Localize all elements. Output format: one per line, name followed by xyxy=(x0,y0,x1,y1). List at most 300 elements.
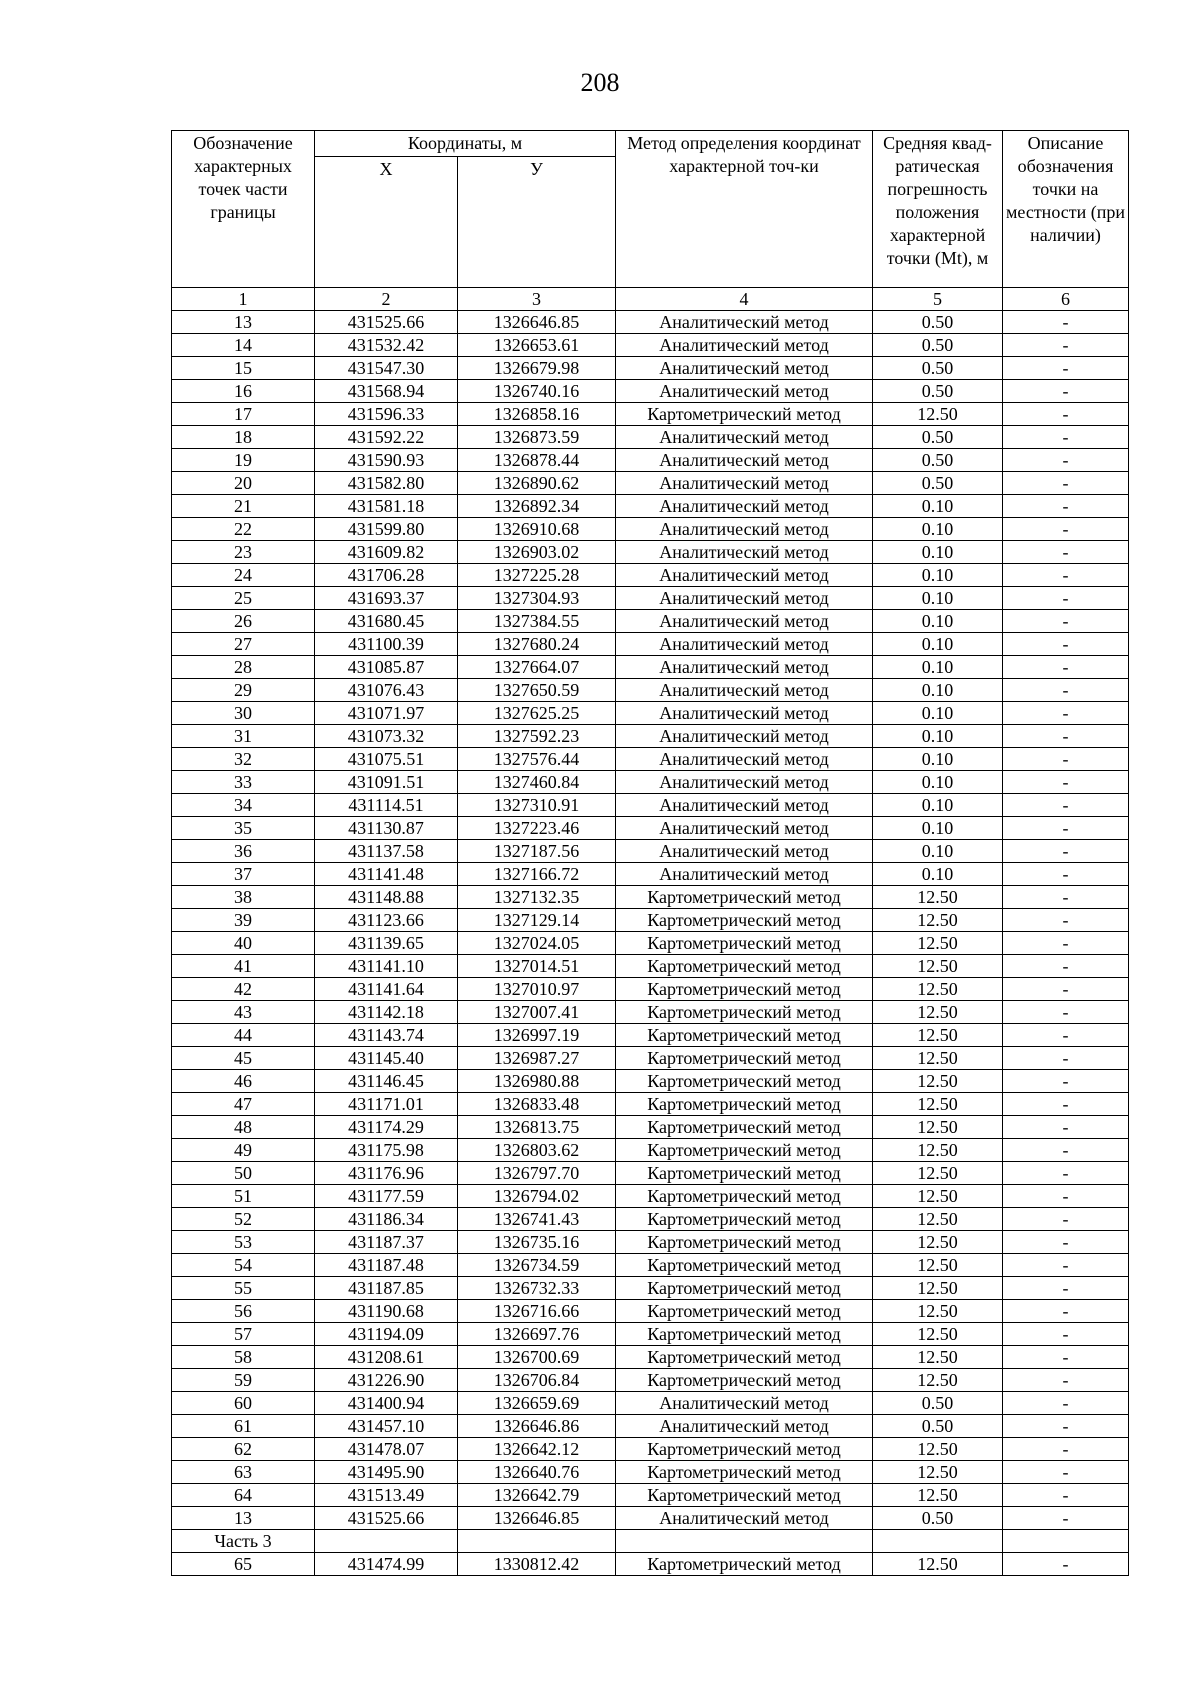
y-cell: 1326987.27 xyxy=(458,1047,616,1070)
method-cell: Аналитический метод xyxy=(616,702,873,725)
method-cell: Картометрический метод xyxy=(616,1162,873,1185)
point-cell: 45 xyxy=(172,1047,315,1070)
point-cell: 26 xyxy=(172,610,315,633)
y-cell: 1326873.59 xyxy=(458,426,616,449)
description-cell: - xyxy=(1003,1116,1129,1139)
description-cell: - xyxy=(1003,1438,1129,1461)
error-cell: 0.50 xyxy=(873,449,1003,472)
y-cell: 1326646.85 xyxy=(458,311,616,334)
y-cell: 1326740.16 xyxy=(458,380,616,403)
error-cell: 0.50 xyxy=(873,311,1003,334)
error-cell: 0.10 xyxy=(873,702,1003,725)
table-row xyxy=(172,771,1129,794)
error-cell: 0.10 xyxy=(873,794,1003,817)
y-cell: 1326997.19 xyxy=(458,1024,616,1047)
method-cell: Аналитический метод xyxy=(616,679,873,702)
point-cell: 20 xyxy=(172,472,315,495)
empty-cell xyxy=(1003,1530,1129,1553)
column-number-cell: 6 xyxy=(1003,288,1129,311)
point-cell: 37 xyxy=(172,863,315,886)
y-cell: 1326642.79 xyxy=(458,1484,616,1507)
method-cell: Картометрический метод xyxy=(616,1231,873,1254)
method-cell: Картометрический метод xyxy=(616,1323,873,1346)
error-cell: 12.50 xyxy=(873,886,1003,909)
point-cell: 56 xyxy=(172,1300,315,1323)
x-cell: 431525.66 xyxy=(315,311,458,334)
y-cell: 1326642.12 xyxy=(458,1438,616,1461)
description-cell: - xyxy=(1003,380,1129,403)
point-cell: 52 xyxy=(172,1208,315,1231)
section-row xyxy=(172,1530,1129,1553)
point-cell: 32 xyxy=(172,748,315,771)
error-cell: 12.50 xyxy=(873,1139,1003,1162)
method-cell: Аналитический метод xyxy=(616,380,873,403)
x-cell: 431194.09 xyxy=(315,1323,458,1346)
y-cell: 1326858.16 xyxy=(458,403,616,426)
method-cell: Картометрический метод xyxy=(616,1185,873,1208)
error-cell: 12.50 xyxy=(873,1001,1003,1024)
y-cell: 1327310.91 xyxy=(458,794,616,817)
column-number-cell: 4 xyxy=(616,288,873,311)
error-cell: 12.50 xyxy=(873,1231,1003,1254)
method-cell: Аналитический метод xyxy=(616,449,873,472)
table-row xyxy=(172,1323,1129,1346)
error-cell: 0.50 xyxy=(873,1392,1003,1415)
method-cell: Картометрический метод xyxy=(616,1553,873,1576)
y-cell: 1326741.43 xyxy=(458,1208,616,1231)
y-cell: 1330812.42 xyxy=(458,1553,616,1576)
table-row xyxy=(172,1300,1129,1323)
table-row xyxy=(172,633,1129,656)
column-number-cell: 1 xyxy=(172,288,315,311)
description-cell: - xyxy=(1003,472,1129,495)
table-row xyxy=(172,1461,1129,1484)
description-cell: - xyxy=(1003,1346,1129,1369)
table-row xyxy=(172,748,1129,771)
y-cell: 1326716.66 xyxy=(458,1300,616,1323)
page-number: 208 xyxy=(580,68,620,97)
error-cell: 0.50 xyxy=(873,472,1003,495)
method-cell: Аналитический метод xyxy=(616,518,873,541)
error-cell: 12.50 xyxy=(873,1346,1003,1369)
method-cell: Картометрический метод xyxy=(616,1461,873,1484)
x-cell: 431525.66 xyxy=(315,1507,458,1530)
method-cell: Аналитический метод xyxy=(616,357,873,380)
x-cell: 431680.45 xyxy=(315,610,458,633)
method-cell: Картометрический метод xyxy=(616,1300,873,1323)
table-row xyxy=(172,1392,1129,1415)
error-cell: 12.50 xyxy=(873,1116,1003,1139)
error-cell: 0.10 xyxy=(873,564,1003,587)
x-cell: 431146.45 xyxy=(315,1070,458,1093)
y-cell: 1326732.33 xyxy=(458,1277,616,1300)
description-cell: - xyxy=(1003,725,1129,748)
y-cell: 1327650.59 xyxy=(458,679,616,702)
description-cell: - xyxy=(1003,1208,1129,1231)
point-cell: 58 xyxy=(172,1346,315,1369)
method-cell: Аналитический метод xyxy=(616,1507,873,1530)
description-cell: - xyxy=(1003,1139,1129,1162)
description-cell: - xyxy=(1003,1553,1129,1576)
table-row xyxy=(172,1277,1129,1300)
x-cell: 431187.37 xyxy=(315,1231,458,1254)
description-cell: - xyxy=(1003,1070,1129,1093)
table-row xyxy=(172,725,1129,748)
description-cell: - xyxy=(1003,863,1129,886)
point-cell: 49 xyxy=(172,1139,315,1162)
error-cell: 12.50 xyxy=(873,1484,1003,1507)
y-cell: 1327625.25 xyxy=(458,702,616,725)
error-cell: 0.10 xyxy=(873,633,1003,656)
x-cell: 431706.28 xyxy=(315,564,458,587)
method-cell: Картометрический метод xyxy=(616,403,873,426)
point-cell: 60 xyxy=(172,1392,315,1415)
error-cell: 12.50 xyxy=(873,1300,1003,1323)
description-cell: - xyxy=(1003,840,1129,863)
table-row xyxy=(172,955,1129,978)
point-cell: 65 xyxy=(172,1553,315,1576)
x-cell: 431400.94 xyxy=(315,1392,458,1415)
method-cell: Картометрический метод xyxy=(616,1047,873,1070)
header-error: Средняя квад-ратическая погрешность положения характерной точки (Mt), м xyxy=(873,131,1003,288)
error-cell: 0.50 xyxy=(873,357,1003,380)
method-cell: Аналитический метод xyxy=(616,840,873,863)
table-row xyxy=(172,1346,1129,1369)
description-cell: - xyxy=(1003,1001,1129,1024)
description-cell: - xyxy=(1003,1392,1129,1415)
x-cell: 431148.88 xyxy=(315,886,458,909)
method-cell: Аналитический метод xyxy=(616,863,873,886)
point-cell: 43 xyxy=(172,1001,315,1024)
x-cell: 431175.98 xyxy=(315,1139,458,1162)
y-cell: 1326679.98 xyxy=(458,357,616,380)
error-cell: 0.10 xyxy=(873,863,1003,886)
description-cell: - xyxy=(1003,702,1129,725)
description-cell: - xyxy=(1003,978,1129,1001)
table-row xyxy=(172,656,1129,679)
y-cell: 1326646.85 xyxy=(458,1507,616,1530)
header-method: Метод определения координат характерной точ-ки xyxy=(616,131,873,288)
x-cell: 431143.74 xyxy=(315,1024,458,1047)
point-cell: 54 xyxy=(172,1254,315,1277)
x-cell: 431141.48 xyxy=(315,863,458,886)
y-cell: 1326659.69 xyxy=(458,1392,616,1415)
y-cell: 1327014.51 xyxy=(458,955,616,978)
description-cell: - xyxy=(1003,1047,1129,1070)
table-row xyxy=(172,495,1129,518)
x-cell: 431599.80 xyxy=(315,518,458,541)
point-cell: 57 xyxy=(172,1323,315,1346)
error-cell: 0.10 xyxy=(873,541,1003,564)
method-cell: Картометрический метод xyxy=(616,978,873,1001)
y-cell: 1326878.44 xyxy=(458,449,616,472)
error-cell: 0.10 xyxy=(873,587,1003,610)
method-cell: Аналитический метод xyxy=(616,426,873,449)
table-row xyxy=(172,1047,1129,1070)
y-cell: 1327132.35 xyxy=(458,886,616,909)
description-cell: - xyxy=(1003,334,1129,357)
point-cell: 41 xyxy=(172,955,315,978)
method-cell: Картометрический метод xyxy=(616,1139,873,1162)
error-cell: 12.50 xyxy=(873,1162,1003,1185)
column-number-cell: 3 xyxy=(458,288,616,311)
y-cell: 1326797.70 xyxy=(458,1162,616,1185)
header-coordinates: Координаты, м xyxy=(315,131,616,157)
point-cell: 15 xyxy=(172,357,315,380)
x-cell: 431513.49 xyxy=(315,1484,458,1507)
description-cell: - xyxy=(1003,1323,1129,1346)
table-row xyxy=(172,1001,1129,1024)
point-cell: 21 xyxy=(172,495,315,518)
table-row xyxy=(172,1070,1129,1093)
x-cell: 431474.99 xyxy=(315,1553,458,1576)
point-cell: 33 xyxy=(172,771,315,794)
x-cell: 431171.01 xyxy=(315,1093,458,1116)
error-cell: 12.50 xyxy=(873,403,1003,426)
table-row xyxy=(172,679,1129,702)
description-cell: - xyxy=(1003,1185,1129,1208)
description-cell: - xyxy=(1003,495,1129,518)
section-label: Часть 3 xyxy=(172,1530,315,1553)
x-cell: 431226.90 xyxy=(315,1369,458,1392)
method-cell: Аналитический метод xyxy=(616,472,873,495)
method-cell: Аналитический метод xyxy=(616,311,873,334)
description-cell: - xyxy=(1003,1231,1129,1254)
description-cell: - xyxy=(1003,955,1129,978)
description-cell: - xyxy=(1003,656,1129,679)
point-cell: 17 xyxy=(172,403,315,426)
point-cell: 31 xyxy=(172,725,315,748)
description-cell: - xyxy=(1003,1369,1129,1392)
point-cell: 39 xyxy=(172,909,315,932)
table-row xyxy=(172,587,1129,610)
error-cell: 12.50 xyxy=(873,1208,1003,1231)
point-cell: 47 xyxy=(172,1093,315,1116)
method-cell: Картометрический метод xyxy=(616,1093,873,1116)
table-row xyxy=(172,541,1129,564)
error-cell: 12.50 xyxy=(873,1185,1003,1208)
table-row xyxy=(172,1139,1129,1162)
y-cell: 1326813.75 xyxy=(458,1116,616,1139)
method-cell: Аналитический метод xyxy=(616,610,873,633)
point-cell: 19 xyxy=(172,449,315,472)
y-cell: 1327007.41 xyxy=(458,1001,616,1024)
x-cell: 431478.07 xyxy=(315,1438,458,1461)
description-cell: - xyxy=(1003,909,1129,932)
y-cell: 1327664.07 xyxy=(458,656,616,679)
header-x: Х xyxy=(315,157,458,288)
point-cell: 28 xyxy=(172,656,315,679)
method-cell: Картометрический метод xyxy=(616,1070,873,1093)
error-cell: 12.50 xyxy=(873,1461,1003,1484)
x-cell: 431590.93 xyxy=(315,449,458,472)
method-cell: Аналитический метод xyxy=(616,564,873,587)
table-row xyxy=(172,1254,1129,1277)
y-cell: 1326980.88 xyxy=(458,1070,616,1093)
point-cell: 14 xyxy=(172,334,315,357)
y-cell: 1326890.62 xyxy=(458,472,616,495)
y-cell: 1326653.61 xyxy=(458,334,616,357)
method-cell: Аналитический метод xyxy=(616,495,873,518)
y-cell: 1327024.05 xyxy=(458,932,616,955)
table-row xyxy=(172,1093,1129,1116)
table-row xyxy=(172,794,1129,817)
x-cell: 431091.51 xyxy=(315,771,458,794)
description-cell: - xyxy=(1003,886,1129,909)
y-cell: 1326640.76 xyxy=(458,1461,616,1484)
table-row xyxy=(172,886,1129,909)
point-cell: 64 xyxy=(172,1484,315,1507)
error-cell: 12.50 xyxy=(873,1070,1003,1093)
method-cell: Картометрический метод xyxy=(616,1024,873,1047)
point-cell: 30 xyxy=(172,702,315,725)
description-cell: - xyxy=(1003,748,1129,771)
table-row xyxy=(172,702,1129,725)
method-cell: Картометрический метод xyxy=(616,1484,873,1507)
y-cell: 1326697.76 xyxy=(458,1323,616,1346)
point-cell: 27 xyxy=(172,633,315,656)
x-cell: 431187.48 xyxy=(315,1254,458,1277)
description-cell: - xyxy=(1003,794,1129,817)
table-row xyxy=(172,1415,1129,1438)
y-cell: 1327166.72 xyxy=(458,863,616,886)
column-number-cell: 2 xyxy=(315,288,458,311)
table-row xyxy=(172,1553,1129,1576)
table-row xyxy=(172,1507,1129,1530)
table-row xyxy=(172,518,1129,541)
method-cell: Картометрический метод xyxy=(616,1116,873,1139)
description-cell: - xyxy=(1003,771,1129,794)
method-cell: Аналитический метод xyxy=(616,817,873,840)
table-row xyxy=(172,426,1129,449)
point-cell: 40 xyxy=(172,932,315,955)
point-cell: 23 xyxy=(172,541,315,564)
x-cell: 431532.42 xyxy=(315,334,458,357)
error-cell: 0.50 xyxy=(873,334,1003,357)
description-cell: - xyxy=(1003,541,1129,564)
method-cell: Картометрический метод xyxy=(616,886,873,909)
y-cell: 1327304.93 xyxy=(458,587,616,610)
table-row xyxy=(172,1116,1129,1139)
x-cell: 431186.34 xyxy=(315,1208,458,1231)
table-row xyxy=(172,472,1129,495)
method-cell: Картометрический метод xyxy=(616,932,873,955)
table-row xyxy=(172,1438,1129,1461)
point-cell: 53 xyxy=(172,1231,315,1254)
description-cell: - xyxy=(1003,449,1129,472)
header-description: Описание обозначения точки на местности (при наличии) xyxy=(1003,131,1129,288)
x-cell: 431187.85 xyxy=(315,1277,458,1300)
x-cell: 431145.40 xyxy=(315,1047,458,1070)
x-cell: 431547.30 xyxy=(315,357,458,380)
y-cell: 1326646.86 xyxy=(458,1415,616,1438)
table-row xyxy=(172,311,1129,334)
x-cell: 431174.29 xyxy=(315,1116,458,1139)
description-cell: - xyxy=(1003,311,1129,334)
description-cell: - xyxy=(1003,1162,1129,1185)
description-cell: - xyxy=(1003,610,1129,633)
method-cell: Картометрический метод xyxy=(616,1208,873,1231)
method-cell: Аналитический метод xyxy=(616,633,873,656)
table-row xyxy=(172,1231,1129,1254)
x-cell: 431141.64 xyxy=(315,978,458,1001)
x-cell: 431085.87 xyxy=(315,656,458,679)
empty-cell xyxy=(873,1530,1003,1553)
x-cell: 431141.10 xyxy=(315,955,458,978)
table-row xyxy=(172,610,1129,633)
description-cell: - xyxy=(1003,403,1129,426)
point-cell: 29 xyxy=(172,679,315,702)
x-cell: 431581.18 xyxy=(315,495,458,518)
method-cell: Аналитический метод xyxy=(616,334,873,357)
method-cell: Картометрический метод xyxy=(616,1001,873,1024)
error-cell: 0.10 xyxy=(873,679,1003,702)
table-body xyxy=(172,311,1129,1576)
y-cell: 1326734.59 xyxy=(458,1254,616,1277)
method-cell: Картометрический метод xyxy=(616,955,873,978)
point-cell: 51 xyxy=(172,1185,315,1208)
point-cell: 38 xyxy=(172,886,315,909)
column-number-cell: 5 xyxy=(873,288,1003,311)
y-cell: 1327592.23 xyxy=(458,725,616,748)
x-cell: 431568.94 xyxy=(315,380,458,403)
error-cell: 12.50 xyxy=(873,1093,1003,1116)
description-cell: - xyxy=(1003,564,1129,587)
description-cell: - xyxy=(1003,1277,1129,1300)
error-cell: 12.50 xyxy=(873,932,1003,955)
method-cell: Аналитический метод xyxy=(616,794,873,817)
description-cell: - xyxy=(1003,357,1129,380)
x-cell: 431071.97 xyxy=(315,702,458,725)
y-cell: 1327010.97 xyxy=(458,978,616,1001)
x-cell: 431142.18 xyxy=(315,1001,458,1024)
error-cell: 12.50 xyxy=(873,1553,1003,1576)
table-row xyxy=(172,1484,1129,1507)
error-cell: 12.50 xyxy=(873,955,1003,978)
error-cell: 0.10 xyxy=(873,656,1003,679)
error-cell: 12.50 xyxy=(873,1047,1003,1070)
method-cell: Аналитический метод xyxy=(616,656,873,679)
point-cell: 44 xyxy=(172,1024,315,1047)
point-cell: 24 xyxy=(172,564,315,587)
description-cell: - xyxy=(1003,1024,1129,1047)
x-cell: 431075.51 xyxy=(315,748,458,771)
header-y: У xyxy=(458,157,616,288)
error-cell: 12.50 xyxy=(873,1254,1003,1277)
error-cell: 0.10 xyxy=(873,817,1003,840)
x-cell: 431100.39 xyxy=(315,633,458,656)
point-cell: 13 xyxy=(172,311,315,334)
y-cell: 1326903.02 xyxy=(458,541,616,564)
point-cell: 59 xyxy=(172,1369,315,1392)
x-cell: 431596.33 xyxy=(315,403,458,426)
error-cell: 12.50 xyxy=(873,909,1003,932)
x-cell: 431208.61 xyxy=(315,1346,458,1369)
point-cell: 50 xyxy=(172,1162,315,1185)
y-cell: 1326803.62 xyxy=(458,1139,616,1162)
table-row xyxy=(172,564,1129,587)
error-cell: 0.50 xyxy=(873,380,1003,403)
table-row xyxy=(172,380,1129,403)
x-cell: 431139.65 xyxy=(315,932,458,955)
y-cell: 1326706.84 xyxy=(458,1369,616,1392)
description-cell: - xyxy=(1003,587,1129,610)
description-cell: - xyxy=(1003,679,1129,702)
table-row xyxy=(172,1162,1129,1185)
error-cell: 12.50 xyxy=(873,1277,1003,1300)
point-cell: 48 xyxy=(172,1116,315,1139)
method-cell: Картометрический метод xyxy=(616,1369,873,1392)
